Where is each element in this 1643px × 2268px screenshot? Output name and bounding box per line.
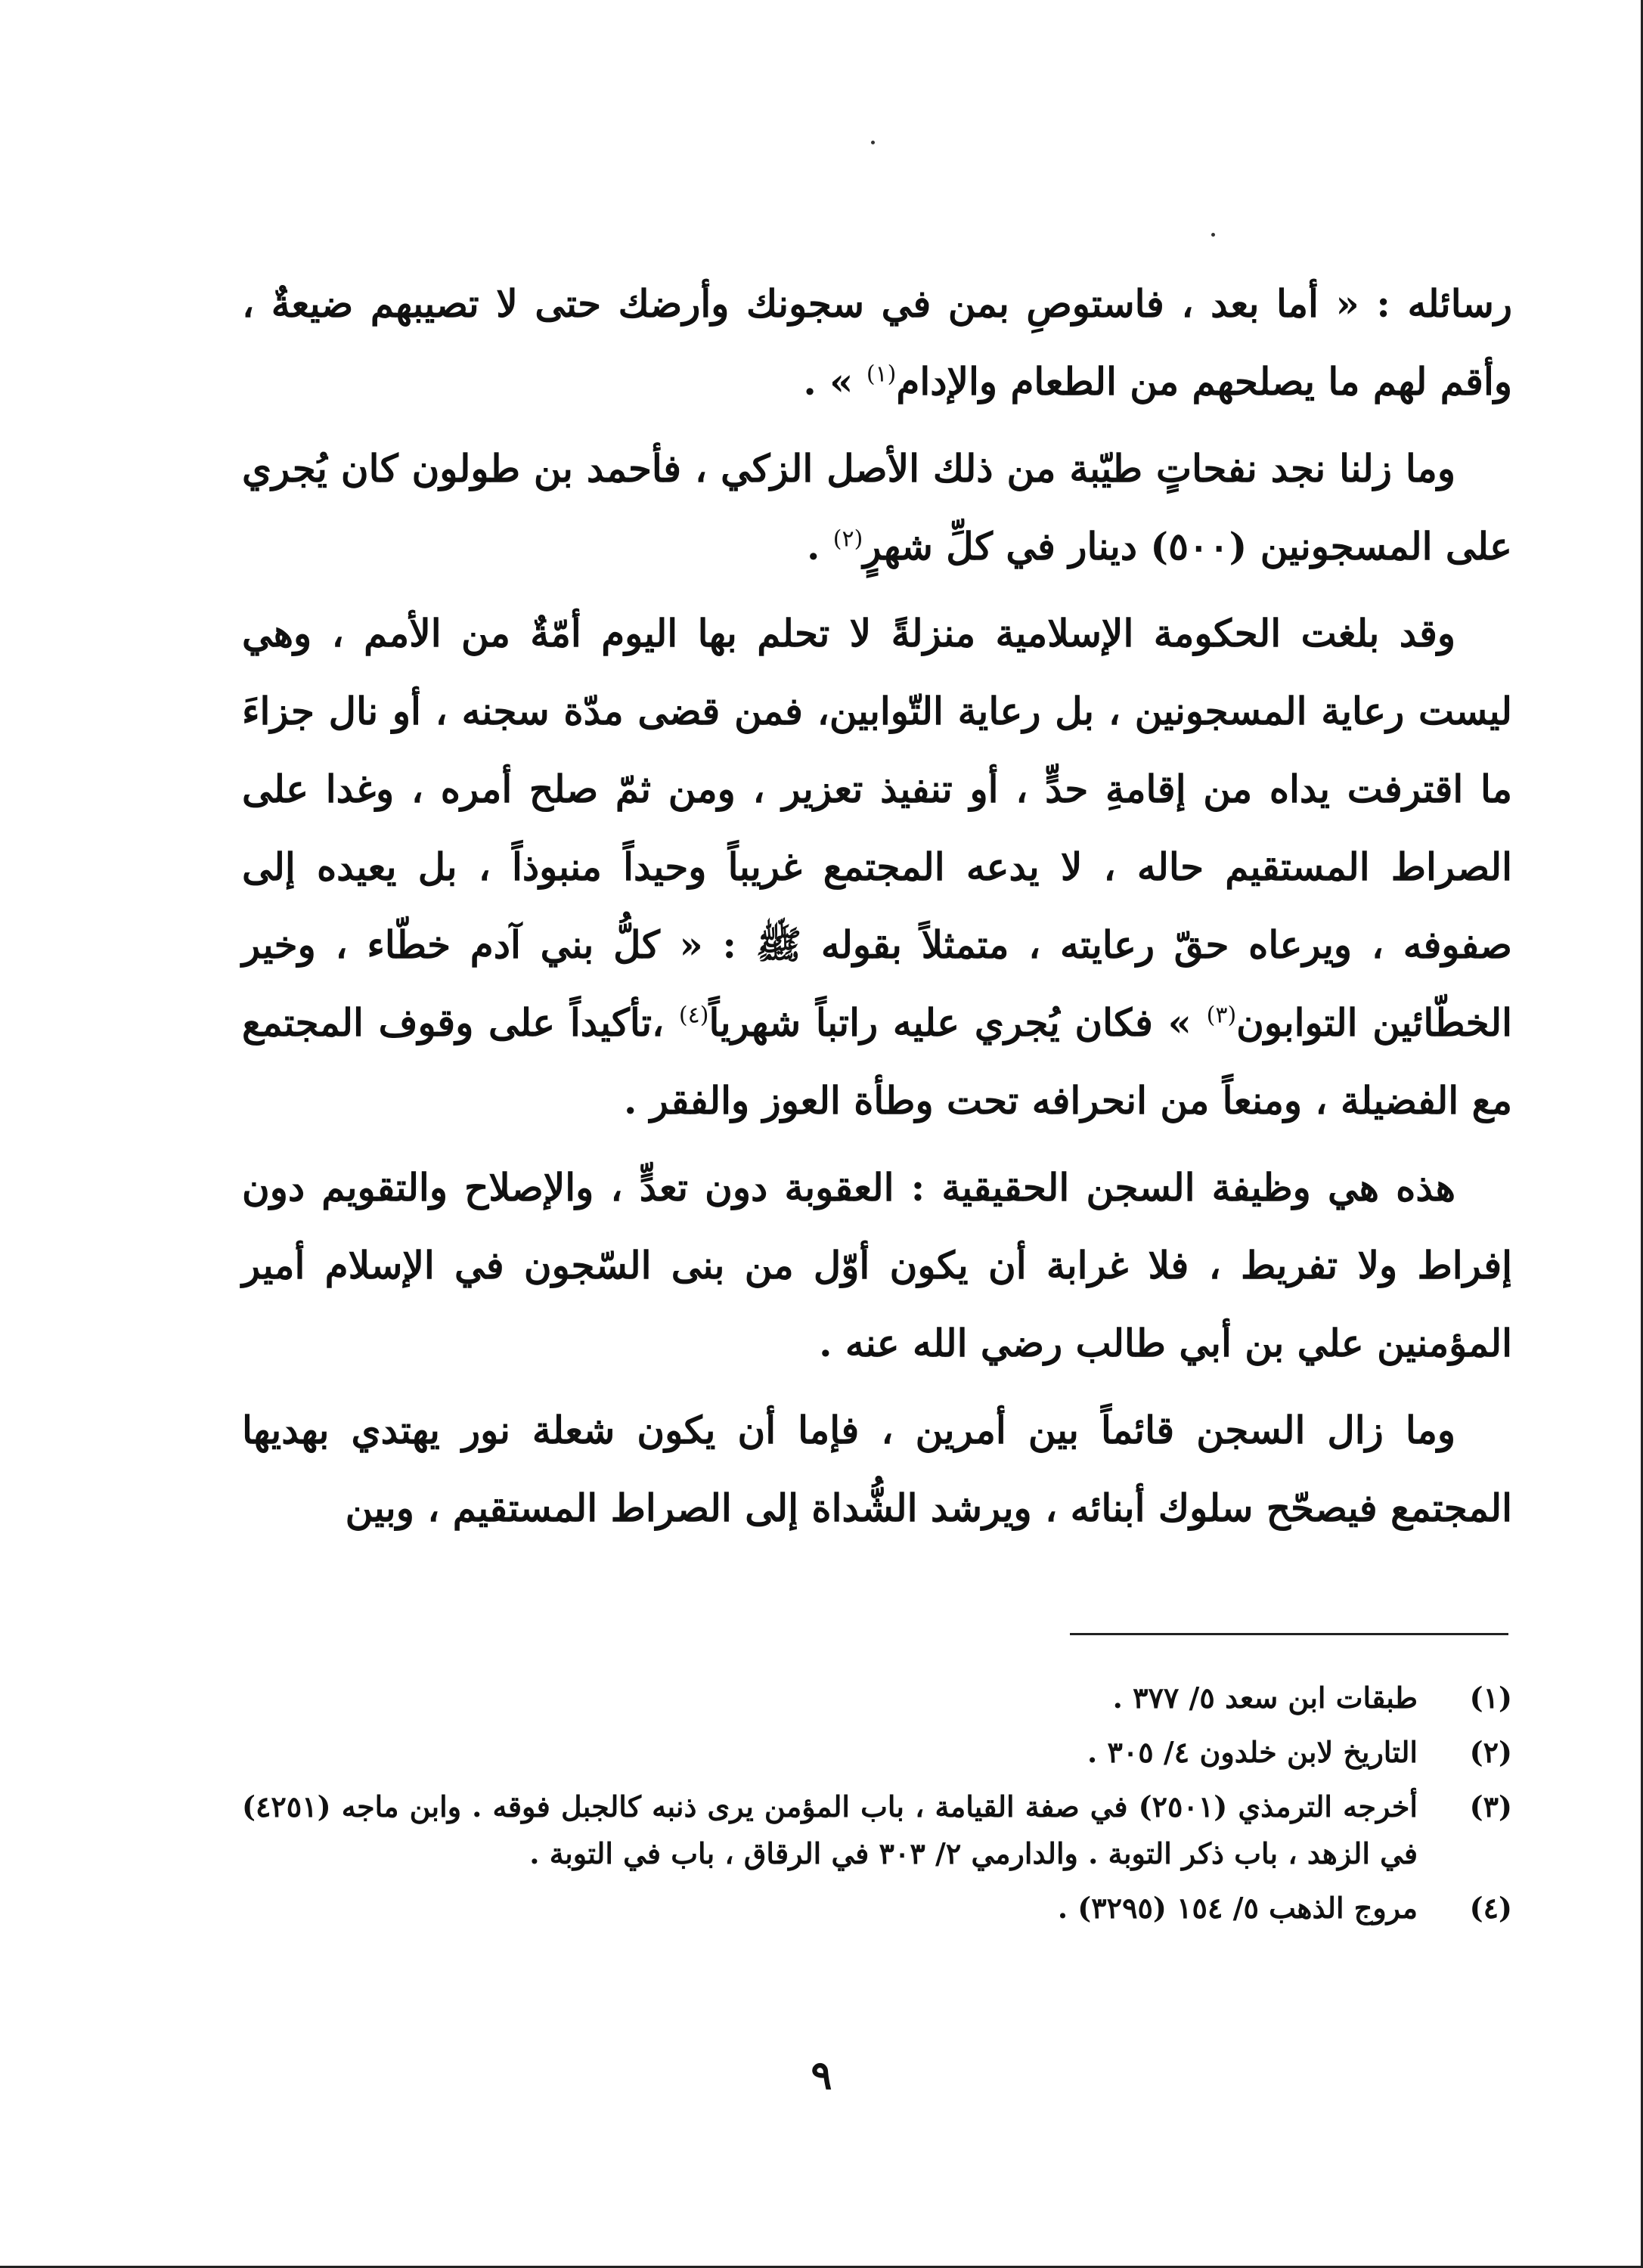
footnotes: [242, 1675, 1512, 1939]
page-number: ٩: [811, 2053, 832, 2099]
footnote-number: (٤): [1469, 1891, 1512, 1925]
footnote-1: [242, 1675, 1512, 1721]
paragraph-4: هذه هي وظيفة السجن الحقيقية : العقوبة دون تعدٍّ ، والإصلاح والتقويم دون إفراط ولا تفريط ، فلا غرابة أن يكون أوّل من بنى السّجون في الإسلام أمير المؤمنين علي بن أبي طالب رضي الله عنه .: [242, 1165, 1512, 1365]
footnote-4: [242, 1885, 1512, 1932]
paragraph-5: وما زال السجن قائماً بين أمرين ، فإما أن يكون شعلة نور يهتدي بهديها المجتمع فيصحّح سلوك أبنائه ، ويرشد الشُّداة إلى الصراط المستقيم ، وبين: [242, 1408, 1512, 1530]
paragraph-text: وقد بلغت الحكومة الإسلامية منزلةً لا تحلم بها اليوم أمّةٌ من الأمم ، وهي ليست رعاية المسجونين ، بل رعاية التّوابين، فمن قضى مدّة سجنه ، أو نال جزاءَ ما اقترفت يداه من إقامةِ حدٍّ ، أو تنفيذ تعزير ، ومن ثمّ صلح أمره ، وغدا على الصراط المستقيم حاله ، لا يدعه المجتمع غريباً وحيداً منبوذاً ، بل يعيده إلى صفوفه ، ويرعاه حقّ رعايته ، متمثلاً بقوله ﷺ : « كلُّ بني آدم خطّاء ، وخير الخطّائين التوابون: [242, 611, 1513, 1045]
footnote-text: طبقات ابن سعد ٥/ ٣٧٧ .: [1112, 1681, 1418, 1715]
footnote-ref: (٤): [678, 1002, 709, 1029]
paragraph-text: » .: [803, 359, 866, 404]
footnote-ref: (١): [866, 361, 897, 388]
paragraph-text: » فكان يُجري عليه راتباً شهرياً: [708, 1000, 1207, 1045]
footnote-number: (٢): [1469, 1735, 1512, 1769]
footnote-text: التاريخ لابن خلدون ٤/ ٣٠٥ .: [1087, 1735, 1418, 1769]
paragraph-1: [242, 265, 1512, 420]
footnote-2: [242, 1729, 1512, 1776]
footnote-number: (١): [1469, 1681, 1512, 1715]
footnote-3: [242, 1783, 1512, 1877]
footnote-separator: [1070, 1633, 1508, 1635]
footnote-number: (٣): [1469, 1789, 1512, 1823]
paragraph-3: [242, 594, 1512, 1139]
body-text: [242, 265, 1512, 1556]
scan-speck: [871, 141, 875, 144]
paragraph-text: ،تأكيداً على وقوف المجتمع مع الفضيلة ، ومنعاً من انحرافه تحت وطأة العوز والفقر .: [242, 1000, 1512, 1123]
scan-speck: [1211, 233, 1215, 237]
footnote-text: مروج الذهب ٥/ ١٥٤ (٣٢٩٥) .: [1057, 1891, 1418, 1925]
footnote-text: أخرجه الترمذي (٢٥٠١) في صفة القيامة ، باب المؤمن يرى ذنبه كالجبل فوقه . وابن ماجه (٤٢٥١) في الزهد ، باب ذكر التوبة . والدارمي ٢/ ٣٠٣ في الرقاق ، باب في التوبة .: [242, 1789, 1418, 1870]
paragraph-2: [242, 429, 1512, 585]
footnote-ref: (٢): [832, 525, 863, 553]
paragraph-text: وما زلنا نجد نفحاتٍ طيّبة من ذلك الأصل الزكي ، فأحمد بن طولون كان يُجري على المسجونين (٥٠٠) دينار في كلِّ شهرٍ: [242, 446, 1512, 569]
paragraph-text: رسائله : « أما بعد ، فاستوصِ بمن في سجونك وأرضك حتى لا تصيبهم ضيعةٌ ، وأقم لهم ما يصلحهم من الطعام والإدام: [242, 281, 1512, 404]
footnote-ref: (٣): [1206, 1002, 1237, 1029]
paragraph-text: .: [806, 524, 833, 569]
